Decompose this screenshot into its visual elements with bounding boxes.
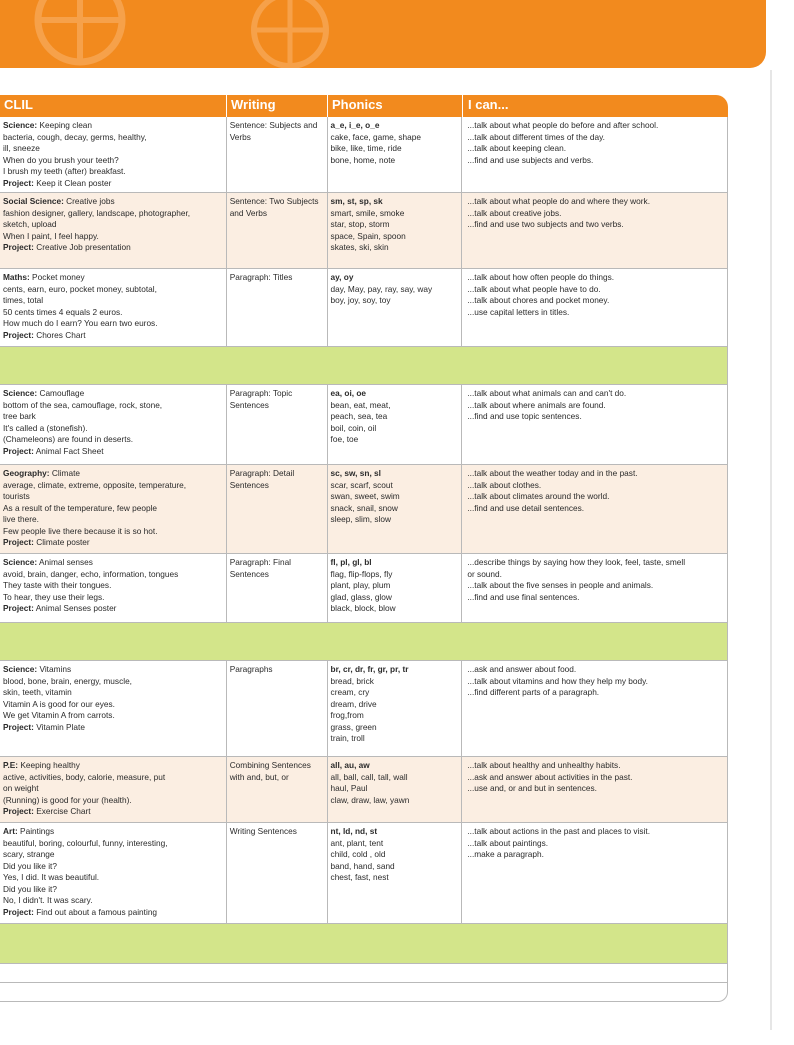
phonics-line: space, Spain, spoon (330, 230, 406, 241)
phonics-pattern: all, au, aw (330, 760, 370, 770)
clil-line: cents, earn, euro, pocket money, subtotal, (3, 283, 157, 294)
project-label: Project: (3, 242, 34, 252)
ican-line: ...talk about actions in the past and places to visit. (467, 826, 650, 836)
header-phonics: Phonics (328, 95, 463, 117)
ican-line: ...talk about what animals can and can't do. (467, 388, 627, 398)
clil-topic: Creative jobs (63, 196, 115, 206)
ican-line: ...talk about what people have to do. (467, 283, 601, 294)
clil-project (3, 537, 223, 549)
clil-line: scary, strange (3, 849, 55, 859)
clil-title (3, 120, 223, 132)
ican-cell (462, 661, 727, 756)
clil-project (3, 907, 223, 919)
clil-line: bottom of the sea, camouflage, rock, stone, (3, 399, 163, 410)
phonics-pattern: ay, oy (330, 272, 354, 282)
clil-project (3, 603, 223, 615)
writing-cell: Sentence: Two Subjects and Verbs (227, 193, 328, 268)
phonics-line: bean, eat, meat, (330, 399, 391, 410)
phonics-line: scar, scarf, scout (330, 479, 393, 490)
ican-line: or sound. (467, 568, 502, 579)
clil-line: fashion designer, gallery, landscape, photographer, (3, 207, 191, 218)
phonics-line: grass, green (330, 721, 377, 732)
clil-line: Yes, I did. It was beautiful. (3, 872, 100, 882)
ican-line: ...make a paragraph. (467, 849, 544, 859)
clil-project (3, 446, 223, 458)
clil-title (3, 388, 223, 400)
clil-topic: Keeping healthy (18, 760, 80, 770)
project-label: Project: (3, 537, 34, 547)
ican-cell (462, 117, 727, 192)
clil-topic: Animal senses (37, 557, 93, 567)
clil-title (3, 468, 223, 480)
unit-divider-band (0, 623, 728, 661)
clil-line: bacteria, cough, decay, germs, healthy, (3, 131, 147, 142)
ican-cell (462, 757, 727, 822)
writing-cell: Paragraph: Final Sentences (227, 554, 328, 622)
ican-line: ...talk about vitamins and how they help my body. (467, 675, 648, 686)
table-row (0, 385, 728, 465)
clil-line: average, climate, extreme, opposite, temperature, (3, 479, 187, 490)
clil-cell (0, 269, 227, 346)
ican-line: ...find and use detail sentences. (467, 502, 585, 513)
ican-cell (462, 193, 727, 268)
clil-project (3, 178, 223, 190)
ican-line: ...talk about how often people do things. (467, 272, 615, 282)
clil-line: tourists (3, 491, 30, 501)
clil-title (3, 272, 223, 284)
phonics-line: cream, cry (330, 687, 370, 697)
phonics-pattern: a_e, i_e, o_e (330, 120, 380, 130)
writing-cell: Paragraphs (227, 661, 328, 756)
phonics-line: peach, sea, tea (330, 411, 388, 421)
phonics-pattern: sm, st, sp, sk (330, 196, 383, 206)
writing-cell: Sentence: Subjects and Verbs (227, 117, 328, 192)
phonics-pattern: ea, oi, oe (330, 388, 367, 398)
clil-line: To hear, they use their legs. (3, 591, 105, 602)
clil-subject: Science: (3, 664, 38, 674)
ican-line: ...talk about the five senses in people and animals. (467, 580, 654, 590)
phonics-cell (328, 193, 463, 268)
ican-line: ...talk about what people do before and after school. (467, 120, 659, 130)
ican-line: ...talk about paintings. (467, 837, 549, 848)
ican-line: ...use and, or and but in sentences. (467, 783, 597, 793)
project-label: Project: (3, 721, 34, 732)
clil-cell (0, 823, 227, 923)
phonics-line: bone, home, note (330, 154, 396, 165)
phonics-line: smart, smile, smoke (330, 207, 405, 218)
phonics-line: child, cold , old (330, 849, 386, 859)
phonics-cell (328, 465, 463, 553)
project-name: Animal Senses poster (33, 603, 117, 613)
phonics-cell (328, 757, 463, 822)
clil-topic: Camouflage (37, 388, 85, 398)
clil-subject: Science: (3, 557, 38, 567)
clil-line: ill, sneeze (3, 143, 40, 153)
project-label: Project: (3, 603, 34, 613)
clil-project (3, 242, 223, 254)
clil-title (3, 557, 223, 569)
phonics-cell (328, 554, 463, 622)
clil-subject: Science: (3, 120, 38, 130)
phonics-pattern: fl, pl, gl, bl (330, 557, 372, 567)
phonics-line: cake, face, game, shape (330, 131, 421, 142)
clil-line: on weight (3, 783, 39, 793)
clil-title (3, 664, 223, 676)
table-row (0, 465, 728, 554)
clil-project (3, 722, 223, 734)
clil-line: tree bark (3, 411, 36, 421)
phonics-line: flag, flip-flops, fly (330, 568, 393, 579)
clil-line: sketch, upload (3, 219, 57, 229)
table-row (0, 269, 728, 347)
ican-cell (462, 269, 727, 346)
project-name: Vitamin Plate (33, 721, 85, 732)
clil-line: 50 cents times 4 equals 2 euros. (3, 306, 123, 317)
ican-cell (462, 823, 727, 923)
phonics-line: star, stop, storm (330, 219, 390, 229)
project-name: Creative Job presentation (33, 242, 131, 252)
phonics-line: haul, Paul (330, 783, 368, 793)
clil-line: avoid, brain, danger, echo, information, tongues (3, 568, 179, 579)
clil-topic: Vitamins (37, 664, 72, 674)
clil-line: Vitamin A is good for our eyes. (3, 698, 115, 709)
project-name: Animal Fact Sheet (33, 445, 104, 456)
syllabus-table (0, 95, 728, 1002)
ican-line: ...describe things by saying how they look, feel, taste, smell (467, 557, 686, 567)
project-label: Project: (3, 177, 34, 188)
phonics-line: chest, fast, nest (330, 872, 389, 882)
clil-cell (0, 385, 227, 464)
clil-cell (0, 661, 227, 756)
ican-line: ...find different parts of a paragraph. (467, 687, 600, 697)
phonics-cell (328, 661, 463, 756)
clil-project (3, 330, 223, 342)
clil-cell (0, 465, 227, 553)
phonics-line: bread, brick (330, 675, 374, 686)
phonics-line: plant, play, plum (330, 580, 391, 590)
project-name: Climate poster (33, 537, 90, 547)
ican-line: ...talk about clothes. (467, 479, 542, 490)
ican-line: ...find and use two subjects and two verbs. (467, 219, 624, 229)
phonics-line: band, hand, sand (330, 860, 395, 871)
ican-line: ...ask and answer about activities in the past. (467, 771, 633, 782)
empty-row (0, 983, 728, 1002)
phonics-line: snack, snail, snow (330, 502, 398, 513)
clil-cell (0, 554, 227, 622)
clil-line: times, total (3, 295, 44, 305)
header-ican: I can... (468, 97, 509, 112)
writing-cell: Paragraph: Topic Sentences (227, 385, 328, 464)
phonics-line: dream, drive (330, 698, 377, 709)
clil-line: (Running) is good for your (health). (3, 794, 132, 805)
clil-line: beautiful, boring, colourful, funny, interesting, (3, 837, 168, 848)
phonics-line: glad, glass, glow (330, 591, 392, 602)
table-row (0, 757, 728, 823)
phonics-line: day, May, pay, ray, say, way (330, 283, 433, 294)
ican-line: ...find and use final sentences. (467, 591, 580, 602)
table-header (0, 95, 728, 117)
project-name: Keep it Clean poster (33, 177, 112, 188)
clil-subject: Social Science: (3, 196, 64, 206)
clil-subject: P.E: (3, 760, 19, 770)
clil-line: How much do I earn? You earn two euros. (3, 318, 158, 328)
phonics-cell (328, 823, 463, 923)
writing-cell: Paragraph: Detail Sentences (227, 465, 328, 553)
phonics-line: boy, joy, soy, toy (330, 295, 391, 305)
ican-cell (462, 554, 727, 622)
table-row (0, 554, 728, 623)
clil-line: Few people live there because it is so hot. (3, 525, 158, 536)
phonics-line: frog,from (330, 710, 364, 720)
unit-divider-band (0, 924, 728, 964)
phonics-line: boil, coin, oil (330, 422, 377, 433)
ican-cell (462, 385, 727, 464)
clil-line: I brush my teeth (after) breakfast. (3, 166, 126, 176)
page-edge (770, 70, 772, 1030)
ican-line: ...talk about where animals are found. (467, 399, 606, 410)
ican-line: ...talk about healthy and unhealthy habits. (467, 760, 621, 770)
clil-title (3, 760, 223, 772)
ican-line: ...talk about different times of the day. (467, 131, 605, 142)
clil-line: blood, bone, brain, energy, muscle, (3, 675, 132, 686)
phonics-pattern: sc, sw, sn, sl (330, 468, 381, 478)
ican-line: ...talk about the weather today and in the past. (467, 468, 638, 478)
clil-subject: Geography: (3, 468, 50, 478)
globe-decoration-icon (0, 0, 766, 68)
writing-cell: Combining Sentences with and, but, or (227, 757, 328, 822)
phonics-line: ant, plant, tent (330, 837, 384, 848)
phonics-pattern: nt, ld, nd, st (330, 826, 378, 836)
clil-subject: Science: (3, 388, 38, 398)
clil-line: Did you like it? (3, 883, 57, 894)
clil-title (3, 826, 223, 838)
phonics-line: claw, draw, law, yawn (330, 794, 410, 805)
phonics-line: train, troll (330, 733, 365, 743)
project-label: Project: (3, 906, 34, 917)
table-row (0, 661, 728, 757)
writing-cell: Writing Sentences (227, 823, 328, 923)
unit-divider-band (0, 347, 728, 385)
writing-cell: Paragraph: Titles (227, 269, 328, 346)
phonics-line: all, ball, call, tall, wall (330, 771, 408, 782)
ican-line: ...find and use topic sentences. (467, 411, 582, 421)
clil-line: When do you brush your teeth? (3, 154, 119, 165)
clil-line: skin, teeth, vitamin (3, 687, 72, 697)
phonics-line: sleep, slim, slow (330, 514, 391, 524)
clil-topic: Climate (49, 468, 80, 478)
clil-line: Did you like it? (3, 860, 57, 871)
clil-line: No, I didn't. It was scary. (3, 895, 93, 905)
clil-line: active, activities, body, calorie, measure, put (3, 771, 166, 782)
clil-cell (0, 757, 227, 822)
table-row (0, 117, 728, 193)
clil-line: It's called a (stonefish). (3, 422, 88, 433)
top-banner (0, 0, 766, 68)
ican-line: ...talk about climates around the world. (467, 491, 610, 501)
clil-title (3, 196, 223, 208)
project-name: Find out about a famous painting (33, 906, 158, 917)
clil-line: They taste with their tongues. (3, 580, 112, 590)
ican-line: ...talk about keeping clean. (467, 143, 567, 153)
phonics-cell (328, 117, 463, 192)
phonics-line: skates, ski, skin (330, 242, 389, 252)
project-label: Project: (3, 806, 34, 816)
clil-topic: Pocket money (29, 272, 85, 282)
project-label: Project: (3, 445, 34, 456)
table-row (0, 823, 728, 924)
phonics-line: foe, toe (330, 434, 359, 444)
clil-line: As a result of the temperature, few people (3, 502, 158, 513)
clil-line: We get Vitamin A from carrots. (3, 710, 115, 720)
table-row (0, 193, 728, 269)
empty-row (0, 964, 728, 983)
phonics-cell (328, 385, 463, 464)
ican-line: ...talk about what people do and where they work. (467, 196, 651, 206)
ican-line: ...find and use subjects and verbs. (467, 154, 594, 165)
header-clil: CLIL (0, 95, 227, 117)
ican-line: ...use capital letters in titles. (467, 306, 570, 317)
clil-topic: Paintings (17, 826, 55, 836)
phonics-line: swan, sweet, swim (330, 491, 400, 501)
phonics-pattern: br, cr, dr, fr, gr, pr, tr (330, 664, 409, 674)
clil-line: (Chameleons) are found in deserts. (3, 434, 134, 444)
project-name: Exercise Chart (33, 806, 91, 816)
clil-subject: Art: (3, 826, 18, 836)
clil-project (3, 806, 223, 818)
project-label: Project: (3, 329, 34, 340)
ican-line: ...talk about chores and pocket money. (467, 295, 610, 305)
ican-line: ...ask and answer about food. (467, 664, 577, 674)
ican-cell (462, 465, 727, 553)
phonics-line: black, block, blow (330, 603, 396, 613)
header-writing: Writing (227, 95, 328, 117)
clil-cell (0, 117, 227, 192)
ican-line: ...talk about creative jobs. (467, 207, 562, 218)
clil-topic: Keeping clean (37, 120, 93, 130)
clil-line: live there. (3, 514, 39, 524)
project-name: Chores Chart (33, 329, 86, 340)
clil-cell (0, 193, 227, 268)
phonics-cell (328, 269, 463, 346)
phonics-line: bike, like, time, ride (330, 143, 402, 153)
clil-line: When I paint, I feel happy. (3, 230, 99, 241)
clil-subject: Maths: (3, 272, 30, 282)
